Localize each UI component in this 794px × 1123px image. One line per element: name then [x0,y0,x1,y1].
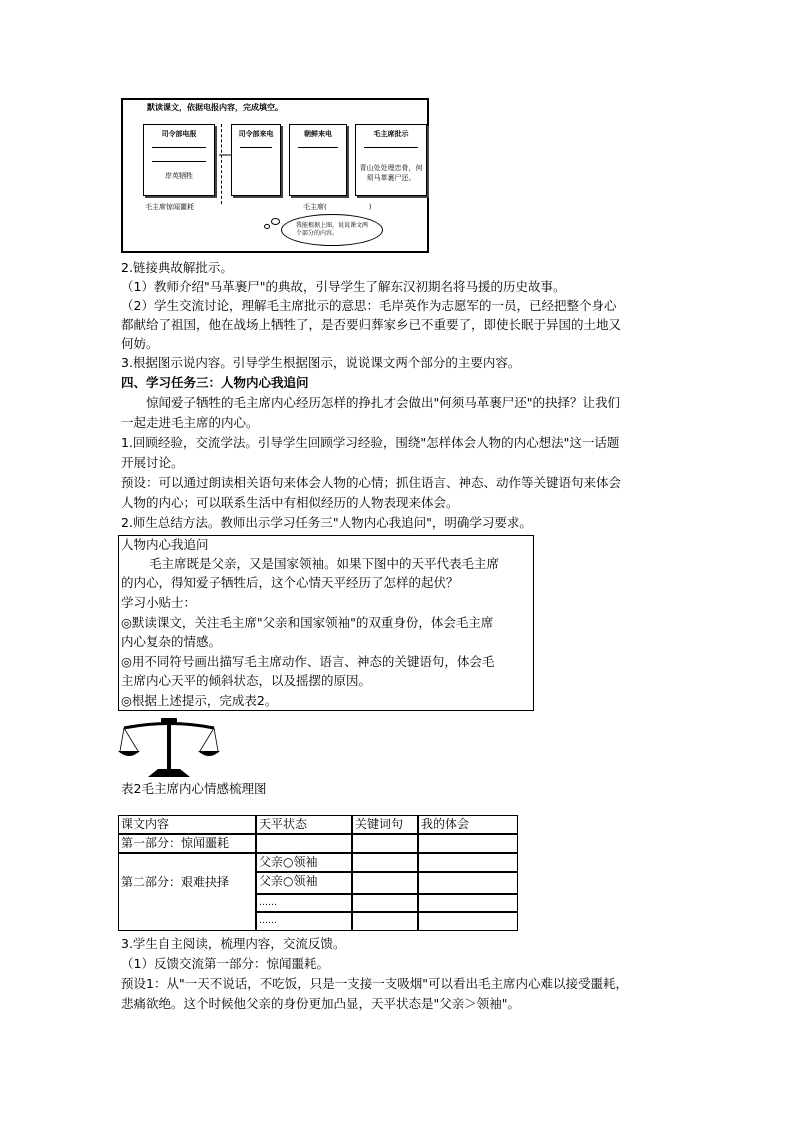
table-cell [352,872,418,894]
tip-item: 主席内心天平的倾斜状态，以及摇摆的原因。 [121,673,372,688]
table-cell: …… [256,912,352,931]
table-cell [352,894,418,912]
paragraph: 惊闻爱子牺牲的毛主席内心经历怎样的挣扎才会做出"何须马革裹尸还"的抉择？让我们 [146,395,621,410]
paragraph: 3.学生自主阅读，梳理内容，交流反馈。 [121,936,346,951]
card-title: 毛主席批示 [373,130,409,138]
paragraph: （2）学生交流讨论，理解毛主席批示的意思：毛岸英作为志愿军的一员，已经把整个身心 [121,298,617,313]
emotion-table [119,816,519,932]
divider [221,124,223,204]
paragraph: 人物的内心；可以联系生活中有相似经历的人物表现来体会。 [121,495,459,510]
paragraph: 一起走进毛主席的内心。 [121,415,259,430]
table-cell: 父亲○领袖 [256,872,352,894]
tip-item: 内心复杂的情感。 [121,634,222,649]
paragraph: 3.根据图示说内容。引导学生根据图示，说说课文两个部分的主要内容。 [121,355,521,370]
card-value: 岸英牺牲 [165,172,193,180]
table-cell [418,894,518,912]
table-header: 课文内容 [118,815,256,834]
table-cell: 第一部分：惊闻噩耗 [118,834,256,853]
tips-label: 学习小贴士： [121,595,197,610]
table-caption: 表2毛主席内心情感梳理图 [121,781,267,796]
paragraph: 何妨。 [121,336,159,351]
card-title: 司令部来电 [238,130,274,138]
balance-scale-icon [118,715,220,778]
task-box [118,535,534,711]
tip-item: ◎根据上述提示，完成表2。 [121,693,278,708]
table-cell [352,912,418,931]
table-cell [256,834,352,853]
card-value: 青山处处埋忠骨，何须马革裹尸还。 [359,164,423,182]
card-line [152,147,206,148]
paragraph: （1）反馈交流第一部分：惊闻噩耗。 [121,956,329,971]
table-header: 关键词句 [352,815,418,834]
paragraph: 都献给了祖国，他在战场上牺牲了，是否要归葬家乡已不重要了，即使长眠于异国的土地又 [121,317,622,332]
table-cell: …… [256,894,352,912]
card-chairman-note [355,124,427,196]
bubble-text: 我能根据上图，说说课文两个部分的内容。 [296,222,369,237]
card-command-telegram [143,124,215,196]
figure-footer-right: 毛主席( ) [303,203,372,211]
tip-item: ◎默读课文，关注毛主席"父亲和国家领袖"的双重身份，体会毛主席 [121,615,494,630]
card-line [364,147,418,148]
paragraph: 开展讨论。 [121,455,184,470]
figure-caption: 默读课文，依据电报内容，完成填空。 [147,103,283,112]
paragraph: 2.链接典故解批示。 [121,260,233,275]
paragraph: 预设1：从"一天不说话，不吃饭，只是一支接一支吸烟"可以看出毛主席内心难以接受噩耗， [121,976,628,991]
task-question: 的内心，得知爱子牺牲后，这个心情天平经历了怎样的起伏？ [121,575,459,590]
table-header: 天平状态 [256,815,352,834]
table-header: 我的体会 [418,815,518,834]
card-command-cable [231,124,281,196]
table-cell [352,834,418,853]
bubble-dot [264,224,270,229]
card-title: 朝鲜来电 [304,130,332,138]
table-cell [418,872,518,894]
task-title: 人物内心我追问 [121,537,209,552]
paragraph: （1）教师介绍"马革裹尸"的典故，引导学生了解东汉初期名将马援的历史故事。 [121,279,566,294]
paragraph: 预设：可以通过朗读相关语句来体会人物的心情；抓住语言、神态、动作等关键语句来体会 [121,475,622,490]
table-cell [418,912,518,931]
telegram-figure [121,98,429,253]
figure-footer-left: 毛主席惊闻噩耗 [145,203,194,211]
card-line [152,161,206,162]
paragraph: 2.师生总结方法。教师出示学习任务三"人物内心我追问"，明确学习要求。 [121,515,532,530]
card-title: 司令部电报 [161,130,197,138]
card-line [298,147,338,148]
table-cell: 第二部分：艰难抉择 [118,853,256,931]
thought-bubble [281,214,383,246]
table-cell [418,834,518,853]
table-cell [418,853,518,872]
tip-item: ◎用不同符号画出描写毛主席动作、语言、神态的关键语句，体会毛 [121,654,495,669]
bubble-dot [271,218,280,225]
section-heading: 四、学习任务三：人物内心我追问 [121,375,309,390]
table-cell: 父亲○领袖 [256,853,352,872]
paragraph: 悲痛欲绝。这个时候他父亲的身份更加凸显，天平状态是"父亲＞领袖"。 [121,996,521,1011]
table-cell [352,853,418,872]
paragraph: 1.回顾经验，交流学法。引导学生回顾学习经验，围绕"怎样体会人物的内心想法"这一话题 [121,435,620,450]
card-korea-cable [289,124,347,196]
task-question: 毛主席既是父亲，又是国家领袖。如果下图中的天平代表毛主席 [149,556,500,571]
card-line [240,147,272,148]
